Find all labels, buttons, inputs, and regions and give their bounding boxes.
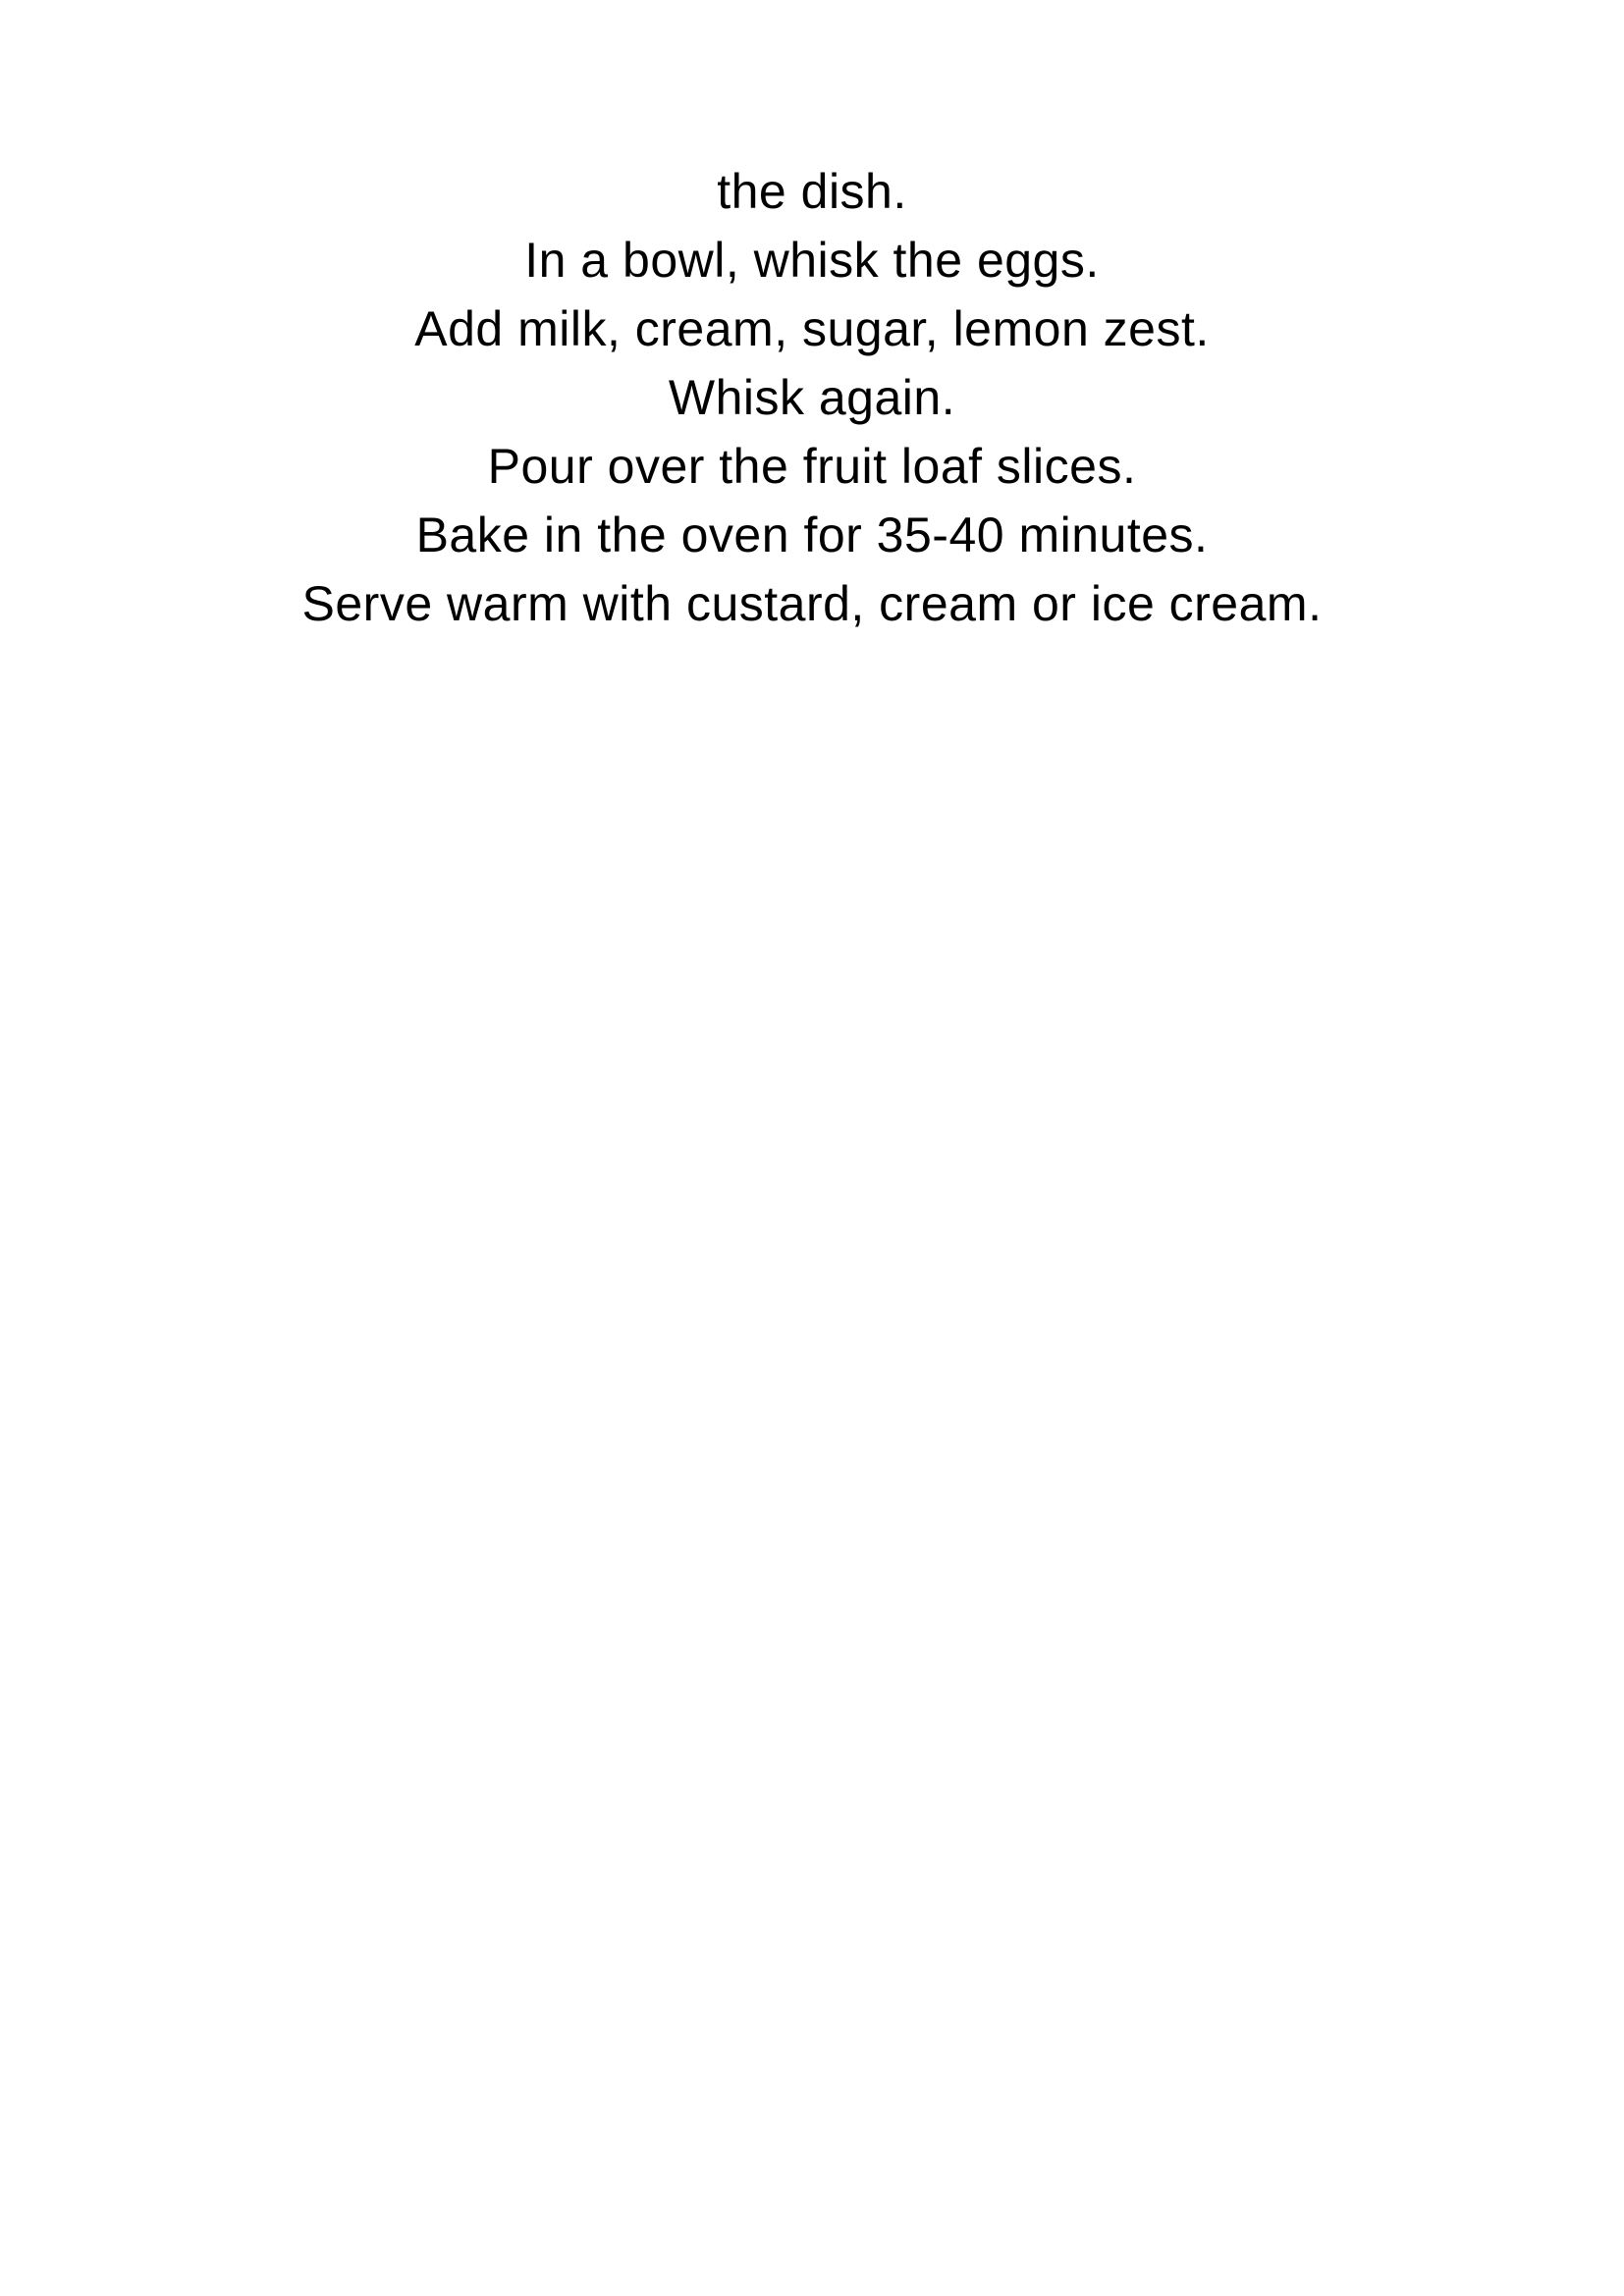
recipe-step-line: In a bowl, whisk the eggs. [524, 233, 1100, 288]
recipe-step-line: Serve warm with custard, cream or ice cream. [301, 576, 1323, 631]
recipe-instructions [0, 157, 1624, 638]
recipe-step-line: Pour over the fruit loaf slices. [487, 439, 1137, 494]
recipe-step-line: Whisk again. [668, 370, 956, 425]
recipe-step-line: Add milk, cream, sugar, lemon zest. [414, 301, 1210, 356]
recipe-step-line: the dish. [717, 164, 907, 219]
recipe-step-line: Bake in the oven for 35-40 minutes. [415, 507, 1209, 562]
